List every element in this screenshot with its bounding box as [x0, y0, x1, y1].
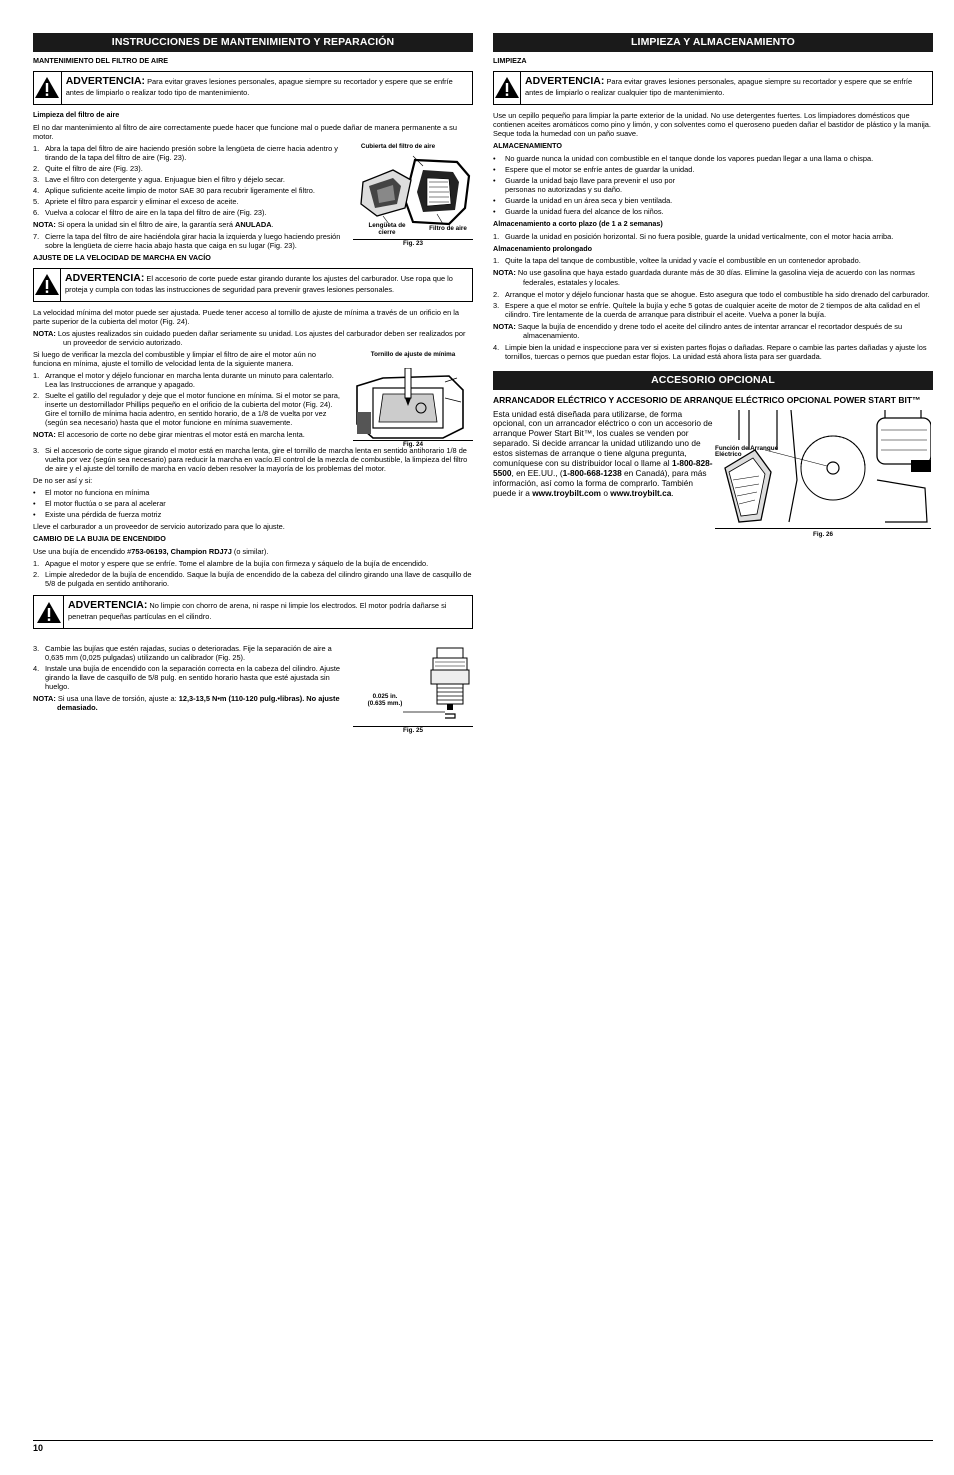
if-not-text: De no ser así y si: [33, 475, 93, 485]
fig23-cap-top: Cubierta del filtro de aire [360, 142, 436, 150]
list-item: 3. Espere a que el motor se enfríe. Quítele la bujía y eche 5 gotas de cualquier aceite de motor de 2 tiempos de alta calidad en el cilindro. Tire lentamente de la cuerda de arranque para distribuir el aceite. Vuelva a poner la bujía. [493, 300, 920, 319]
list-item: 2. Suelte el gatillo del regulador y deje que el motor funcione en mínima. Si el motor se para, inserte un destornillador Phillips pequeño en el orificio de la cubierta del motor (Fig. 24). Gire el tornillo de mínima hacia adentro, en sentido horario, de a 1/8 de vuelta por vez (según sea necesario) hasta que el motor funcione en mínima suavemente. [33, 390, 340, 428]
list-item: 3. Cambie las bujías que estén rajadas, sucias o deterioradas. Fije la separación de aire a 0,635 mm (0,025 pulgadas) utilizando un calibrador (Fig. 25). [33, 644, 332, 663]
plug-title: CAMBIO DE LA BUJIA DE ENCENDIDO [33, 534, 166, 544]
list-item: • Guarde la unidad bajo llave para prevenir el uso por personas no autorizadas y su daño. [493, 175, 676, 194]
short-term-title: Almacenamiento a corto plazo (de 1 a 2 semanas) [493, 218, 663, 228]
note-1: NOTA: Si opera la unidad sin el filtro de aire, la garantía será ANULADA. [33, 219, 274, 229]
storage-title: ALMACENAMIENTO [493, 140, 562, 150]
fig26-label: Fig. 26 [715, 528, 931, 539]
website-link-us[interactable]: www.troybilt.com [532, 488, 602, 499]
fig26-drawing [715, 410, 931, 528]
list-item: 4. Instale una bujía de encendido con la separación correcta en la cabeza del cilindro. Ajuste girando la llave de casquillo de 5/8 pulg. en sentido horario hasta que esté ajustada sin huelgo. [33, 664, 340, 692]
list-item: 5. Apriete el filtro para esparcir y eliminar el exceso de aceite. [33, 196, 239, 206]
page-number: 10 [33, 1443, 44, 1453]
cleaning-title: Limpieza del filtro de aire [33, 109, 120, 119]
fig25-label: Fig. 25 [353, 726, 473, 735]
carb-service-text: Lleve el carburador a un proveedor de servicio autorizado para que lo ajuste. [33, 522, 285, 532]
footer-rule [33, 1440, 933, 1441]
fig24-cap: Tornillo de ajuste de mínima [370, 350, 456, 358]
cleaning-intro: El no dar mantenimiento al filtro de aire correctamente puede hacer que funcione mal o puede dañar de manera permanente a su motor. [33, 122, 457, 141]
warning-triangle-icon [34, 72, 62, 104]
list-item: 1. Quite la tapa del tanque de combustible, voltee la unidad y vacíe el combustible en un contenedor aprobado. [493, 256, 861, 266]
warning-box-2: ADVERTENCIA: El accesorio de corte puede estar girando durante los ajustes del carburador. Use ropa que lo proteja y cumpla con todas las instrucciones de seguridad para prevenir graves lesiones personales. [33, 268, 473, 302]
warning-box-3: ADVERTENCIA: No limpie con chorro de arena, ni raspe ni limpie los electrodos. El motor podría dañarse si penetran pequeñas partículas en el cilindro. [33, 595, 473, 629]
idle-paragraph-2: Si luego de verificar la mezcla del combustible y limpiar el filtro de aire el motor aún no funciona en mínima, ajuste el tornillo de velocidad lenta de la siguiente manera. [33, 349, 317, 368]
fig26-cap: Función de Arranque Eléctrico [715, 444, 779, 459]
right-cleaning-paragraph: Use un cepillo pequeño para limpiar la parte exterior de la unidad. No use detergentes fuertes. Los limpiadores domésticos que contienen aceites aromáticos como pino y limón, y con solventes como el queroseno pueden dañar el bastidor de plástico y la manija. Seque toda la humedad con un paño suave. [493, 110, 931, 138]
list-item: 4. Limpie bien la unidad e inspeccione para ver si existen partes flojas o dañadas. Repare o cambie las partes dañadas y ajuste los tornillos, tuercas o pernos que puedan estar flojos. La unidad está ahora lista para ser guardada. [493, 342, 927, 361]
list-item: 3. Si el accesorio de corte sigue girando el motor está en marcha lenta, gire el tornillo de marcha lenta en sentido antihorario 1/8 de vuelta por vez (según sea necesario) para reducir la marcha en vacío.El control de la mezcla de combustible, la limpieza del filtro de aire y el ajuste del tornillo de marcha en vacío deben resolver la mayoría de los problemas del motor. [33, 445, 468, 473]
list-item: • Guarde la unidad en un área seca y bien ventilada. [493, 195, 673, 205]
list-item: 7. Cierre la tapa del filtro de aire haciéndola girar hacia la izquierda y luego haciendo presión sobre la lengüeta de cierre hacia abajo hasta que caiga en su lugar (Fig. 23). [33, 231, 341, 250]
warning-triangle-icon [34, 269, 61, 301]
note-4: NOTA: Si usa una llave de torsión, ajuste a: 12,3-13,5 N•m (110-120 pulg.•libras). No ajuste demasiado. [33, 694, 340, 713]
fig23-cap-left: Lengüeta de cierre [368, 221, 406, 236]
warning-triangle-icon [34, 596, 64, 628]
long-term-title: Almacenamiento prolongado [493, 243, 593, 253]
list-item: 1. Apague el motor y espere que se enfríe. Tome el alambre de la bujía con firmeza y sáquelo de la bujía de encendido. [33, 558, 429, 568]
list-item: 2. Quite el filtro de aire (Fig. 23). [33, 163, 143, 173]
plug-use-text: Use una bujía de encendido #753-06193, Champion RDJ7J (o similar). [33, 546, 269, 556]
fig23-label: Fig. 23 [353, 239, 473, 248]
list-item: • Existe una pérdida de fuerza motriz [33, 510, 162, 520]
warning-box-4: ADVERTENCIA: Para evitar graves lesiones personales, apague siempre su recortador y espere que se enfríe antes de limpiarlo o realizar cualquier tipo de mantenimiento. [493, 71, 933, 105]
warning-text: Para evitar graves lesiones personales, apague siempre su recortador y espere que se enfríe antes de limpiarlo o realizar todo tipo de mantenimiento. [65, 76, 453, 97]
note-3: NOTA: El accesorio de corte no debe girar mientras el motor está en marcha lenta. [33, 430, 305, 440]
left-column [33, 33, 473, 738]
list-item: 3. Lave el filtro con detergente y agua. Enjuague bien el filtro y déjelo secar. [33, 174, 285, 184]
warning-label: ADVERTENCIA: [65, 74, 146, 87]
maintenance-header: INSTRUCCIONES DE MANTENIMIENTO Y REPARACIÓN [33, 33, 473, 52]
right-cleaning-title: LIMPIEZA [493, 56, 527, 65]
plug-steps-2 [33, 644, 473, 691]
list-item: 2. Limpie alrededor de la bujía de encendido. Saque la bujía de encendido de la cabeza del cilindro girando una llave de casquillo de 5/8 de pulgada en sentido antihorario. [33, 569, 472, 588]
list-item: • No guarde nunca la unidad con combustible en el tanque donde los vapores puedan llegar a una llama o chispa. [493, 153, 874, 163]
accessory-header: ACCESORIO OPCIONAL [493, 371, 933, 390]
idle-title: AJUSTE DE LA VELOCIDAD DE MARCHA EN VACÍO [33, 252, 211, 262]
list-item: 1. Abra la tapa del filtro de aire haciendo presión sobre la lengüeta de cierre hacia adentro y tirando de la tapa del filtro de aire (Fig. 23). [33, 143, 338, 162]
list-item: • El motor no funciona en mínima [33, 487, 150, 497]
symptom-list [33, 488, 473, 519]
air-filter-title: MANTENIMIENTO DEL FILTRO DE AIRE [33, 56, 169, 65]
list-item: 1. Arranque el motor y déjelo funcionar en marcha lenta durante un minuto para calentarlo. Lea las Instrucciones de arranque y apagado. [33, 370, 334, 389]
long-note-1: NOTA: No use gasolina que haya estado guardada durante más de 30 días. Elimine la gasolina vieja de acuerdo con las normas federales, estatales y locales. [493, 268, 915, 287]
list-item: • Espere que el motor se enfríe antes de guardar la unidad. [493, 164, 695, 174]
fig24-label: Fig. 24 [353, 440, 473, 449]
list-item: 4. Aplique suficiente aceite limpio de motor SAE 30 para recubrir ligeramente el filtro. [33, 185, 315, 195]
note-2: NOTA: Los ajustes realizados sin cuidado pueden dañar seriamente su unidad. Los ajustes del carburador deben ser realizados por un proveedor de servicio autorizado. [33, 328, 466, 347]
long-note-2: NOTA: Saque la bujía de encendido y drene todo el aceite del cilindro antes de intentar arrancar el recortador después de su almacenamiento. [493, 321, 903, 340]
list-item: • Guarde la unidad fuera del alcance de los niños. [493, 206, 664, 216]
accessory-paragraph: Esta unidad está diseñada para utilizarse, de forma opcional, con un arrancador eléctrico o con un accesorio de arranque Power Start Bit™, los cuales se venden por separado. Si decide arrancar la unidad utilizando uno de estos sistemas de arranque o tiene alguna pregunta, comuníquese con su distribuidor local o llame al 1-800-828-5500, en EE.UU., (1-800-668-1238 en Canadá), para más información, así como la forma de comprarlo. También puede ir a www.troybilt.com o www.troybilt.ca. [493, 408, 713, 499]
list-item: • El motor fluctúa o se para al acelerar [33, 499, 166, 508]
idle-steps [33, 371, 473, 427]
warning-box-1 [33, 71, 473, 105]
website-link-ca[interactable]: www.troybilt.ca [610, 488, 672, 499]
warning-triangle-icon [494, 72, 521, 104]
fig25-cap: 0.025 in. (0.635 mm.) [367, 693, 403, 707]
list-item: 1. Guarde la unidad en posición horizontal. Si no fuera posible, guarde la unidad verticalmente, con el motor hacia arriba. [493, 231, 894, 241]
right-column [493, 33, 933, 540]
accessory-title: ARRANCADOR ELÉCTRICO Y ACCESORIO DE ARRANQUE ELÉCTRICO OPCIONAL POWER START BIT™ [493, 394, 921, 405]
cleaning-storage-header: LIMPIEZA Y ALMACENAMIENTO [493, 33, 933, 52]
idle-paragraph-1: La velocidad mínima del motor puede ser ajustada. Puede tener acceso al tornillo de ajuste de mínima a través de un orificio en la parte superior de la cubierta del motor (Fig. 24). [33, 307, 460, 326]
storage-list [493, 154, 933, 216]
figure-26 [715, 410, 931, 540]
long-steps [493, 290, 933, 319]
fig23-cap-right: Filtro de aire [429, 224, 467, 232]
list-item: 6. Vuelva a colocar el filtro de aire en la tapa del filtro de aire (Fig. 23). [33, 207, 267, 217]
list-item: 2. Arranque el motor y déjelo funcionar hasta que se ahogue. Esto asegura que todo el combustible ha sido drenado del carburador. [493, 289, 930, 299]
plug-steps [33, 559, 473, 588]
